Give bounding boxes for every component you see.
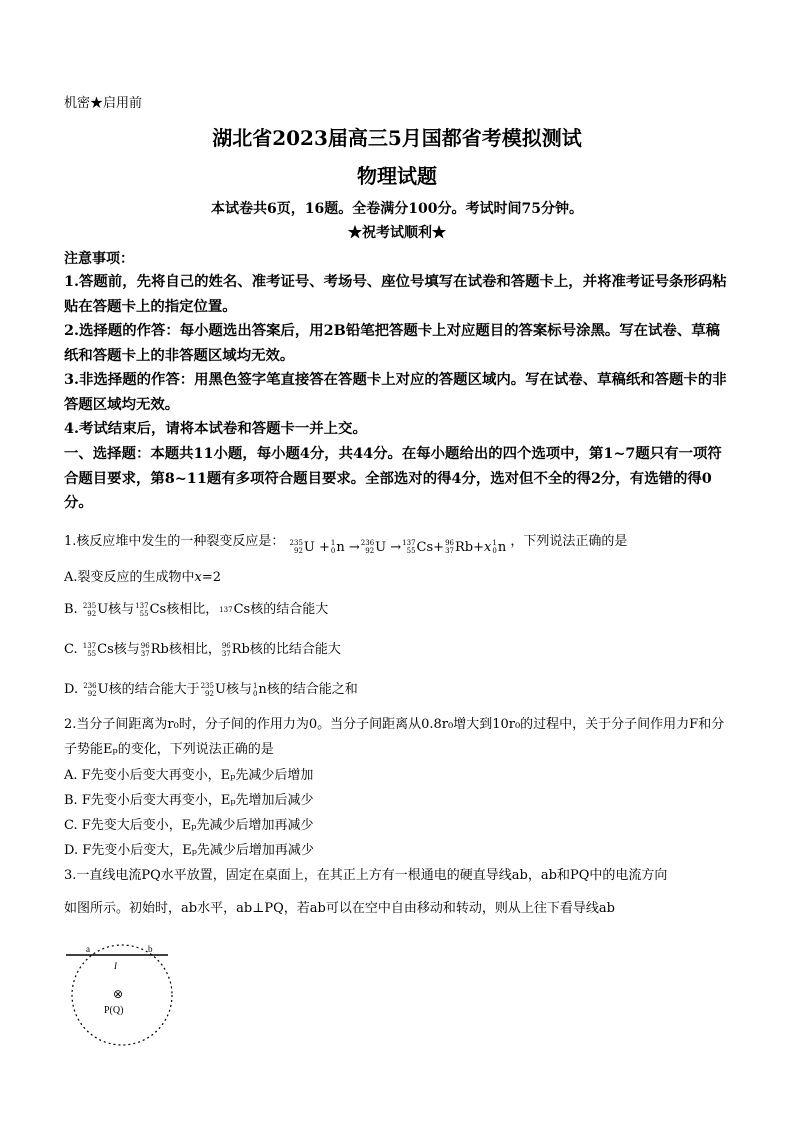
reaction-equation: 235 92 U + 1 0 n → 236 92 U → 137 55 Cs + 96 37 Rb + x 1 0 n — [289, 539, 507, 555]
confidential-label: 机密★启用前 — [64, 96, 143, 111]
subject-title: 物理试题 — [357, 164, 437, 188]
question-1-stem — [64, 530, 627, 555]
label-pq: P(Q) — [104, 1005, 124, 1016]
notice-heading: 注意事项： — [64, 251, 134, 267]
q2-option-b: B. F先变小后变大再变小，Eₚ先增加后减少 — [64, 793, 314, 808]
notice-item-2: 2.选择题的作答：每小题选出答案后，用2B铅笔把答题卡上对应题目的答案标号涂黑。写在试卷、草稿纸和答题卡上的非答题区域均无效。 — [64, 322, 720, 364]
label-current: I — [114, 961, 117, 971]
q1-option-d: D. 236 92 U核的结合能大于 235 92 U核与 1 0 n核的结合能之和 — [64, 681, 358, 698]
question-2-stem: 2.当分子间距离为r₀时，分子间的作用力为0。当分子间距离从0.8r₀增大到10r₀的过程中，关于分子间作用力F和分子势能Eₚ的变化，下列说法正确的是 — [64, 717, 725, 757]
q1-option-a: A.裂变反应的生成物中x=2 — [64, 570, 222, 585]
q1-prefix: 1.核反应堆中发生的一种裂变反应是： — [64, 534, 285, 549]
notice-item-1: 1.答题前，先将自己的姓名、准考证号、考场号、座位号填写在试卷和答题卡上，并将准考证号条形码粘贴在答题卡上的指定位置。 — [64, 273, 727, 315]
notice-item-3: 3.非选择题的作答：用黑色签字笔直接答在答题卡上对应的答题区域内。写在试卷、草稿纸和答题卡的非答题区域均无效。 — [64, 371, 727, 413]
q2-option-c: C. F先变大后变小，Eₚ先减少后增加再减少 — [64, 818, 314, 833]
exam-title: 湖北省2023届高三5月国都省考模拟测试 — [212, 126, 582, 150]
question-3-line-2: 如图所示。初始时，ab水平，ab⊥PQ，若ab可以在空中自由移动和转动，则从上往下看导线ab — [64, 901, 615, 916]
label-a: a — [86, 944, 90, 954]
exam-info: 本试卷共6页，16题。全卷满分100分。考试时间75分钟。 — [211, 201, 583, 217]
q1-option-c: C. 137 55 Cs核与 96 37 Rb核相比， 96 37 Rb核的比结合能大 — [64, 641, 341, 658]
label-b: b — [148, 944, 153, 954]
current-diagram — [60, 935, 200, 1055]
q2-option-d: D. F先变小后变大，Eₚ先减少后增加再减少 — [64, 843, 314, 858]
question-3-line-1: 3.一直线电流PQ水平放置，固定在桌面上，在其正上方有一根通电的硬直导线ab，ab和PQ中的电流方向 — [64, 868, 668, 883]
q1-option-b: B. 235 92 U核与 137 55 Cs核相比， 137 Cs核的结合能大 — [64, 601, 329, 618]
section-intro: 一、选择题：本题共11小题，每小题4分，共44分。在每小题给出的四个选项中，第1~7题只有一项符合题目要求，第8~11题有多项符合题目要求。全部选对的得4分，选对但不全的得2分，有选错的得0分。 — [64, 445, 722, 511]
good-luck-line: ★祝考试顺利★ — [348, 225, 446, 241]
diagram-svg — [60, 935, 200, 1055]
into-page-symbol: ⊗ — [113, 987, 124, 1001]
q2-option-a: A. F先变小后变大再变小，Eₚ先减少后增加 — [64, 768, 314, 783]
q1-suffix: ，下列说法正确的是 — [510, 534, 628, 549]
notice-item-4: 4.考试结束后，请将本试卷和答题卡一并上交。 — [64, 420, 367, 437]
